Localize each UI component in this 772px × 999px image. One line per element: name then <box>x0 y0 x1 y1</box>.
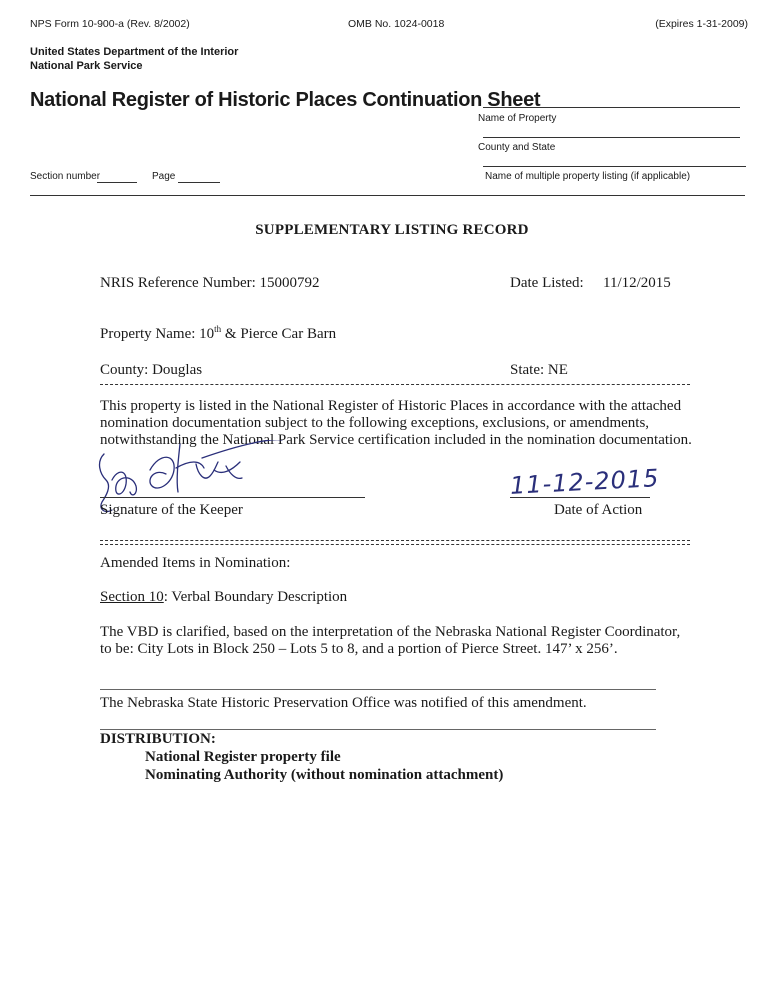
county: County: Douglas <box>100 362 203 378</box>
section-10-entry: Section 10: Verbal Boundary Description <box>100 589 348 605</box>
signature-label: Signature of the Keeper <box>100 502 243 518</box>
shpo-notification: The Nebraska State Historic Preservation Office was notified of this amendment. <box>100 695 587 711</box>
county-state-line <box>483 137 740 138</box>
section-10-label: Section 10 <box>100 589 164 605</box>
multiple-listing-line <box>483 166 746 167</box>
date-of-action-label: Date of Action <box>554 502 643 518</box>
expiration-date: (Expires 1-31-2009) <box>655 18 748 30</box>
name-of-property-label: Name of Property <box>478 113 557 124</box>
distribution-heading: DISTRIBUTION: <box>100 731 216 747</box>
amended-items-heading: Amended Items in Nomination: <box>100 555 291 571</box>
dashed-divider <box>100 384 690 385</box>
listing-statement: This property is listed in the National Register of Historic Places in accordance with the attached nomination documentation subject to the following exceptions, exclusions, or amendments, notwithstanding the National Park Service certification included in the nomination documentation. <box>100 398 692 448</box>
page-title: National Register of Historic Places Continuation Sheet <box>30 89 541 111</box>
county-state-label: County and State <box>478 142 556 153</box>
state: State: NE <box>510 362 568 378</box>
distribution-item-2: Nominating Authority (without nomination attachment) <box>145 767 504 783</box>
vbd-clarification: The VBD is clarified, based on the interpretation of the Nebraska National Register Coordinator, to be: City Lots in Block 250 – Lots 5 to 8, and a portion of Pierce Street. 147’ x 256’. <box>100 624 681 657</box>
double-dashed-divider <box>100 540 690 545</box>
date-of-action-line <box>510 497 650 498</box>
notification-bottom-line <box>100 729 656 730</box>
page-label: Page <box>152 171 176 182</box>
multiple-listing-label: Name of multiple property listing (if applicable) <box>485 171 691 182</box>
header-divider <box>30 195 745 196</box>
notification-top-line <box>100 689 656 690</box>
page-blank <box>178 182 220 183</box>
omb-number: OMB No. 1024-0018 <box>348 18 445 30</box>
nris-reference-number: NRIS Reference Number: 15000792 <box>100 275 320 291</box>
date-of-action-handwritten: 11-12-2015 <box>509 464 661 500</box>
record-heading: SUPPLEMENTARY LISTING RECORD <box>255 222 529 238</box>
section-number-label: Section number <box>30 171 101 182</box>
signature-line <box>100 497 365 498</box>
name-of-property-line <box>483 107 740 108</box>
form-number: NPS Form 10-900-a (Rev. 8/2002) <box>30 18 190 30</box>
section-number-blank <box>97 182 137 183</box>
department-name: United States Department of the Interior <box>30 46 239 58</box>
service-name: National Park Service <box>30 60 143 72</box>
date-listed-label: Date Listed: <box>510 275 584 291</box>
property-name: Property Name: 10th & Pierce Car Barn <box>100 324 337 342</box>
date-listed-value: 11/12/2015 <box>603 275 671 291</box>
distribution-item-1: National Register property file <box>145 749 341 765</box>
